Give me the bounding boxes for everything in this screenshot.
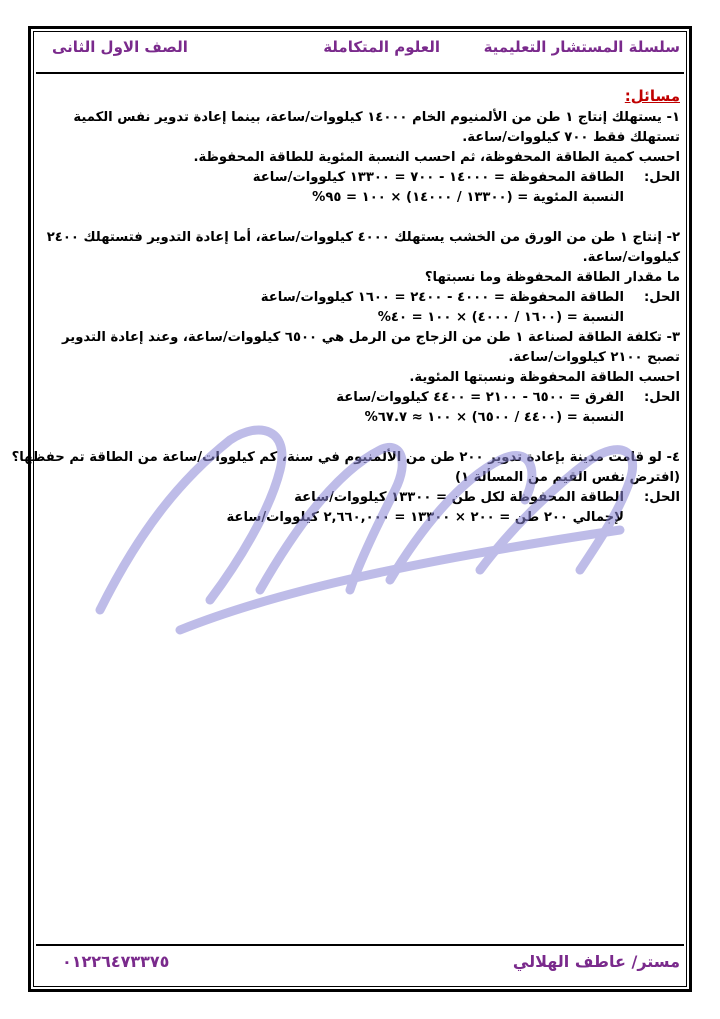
subject-title: العلوم المتكاملة — [323, 38, 440, 56]
problem-4-solution-1-text: الطاقة المحفوظة لكل طن = ١٣٣٠٠ كيلووات/ساعة — [294, 490, 624, 505]
teacher-name: مستر/ عاطف الهلالي — [512, 952, 680, 971]
footer-divider — [36, 944, 684, 946]
problem-2-question-line-1: ٢- إنتاج ١ طن من الورق من الخشب يستهلك ٤٠٠٠ كيلووات/ساعة، أما إعادة التدوير فتستهلك ٢٤٠٠ — [46, 230, 680, 245]
series-title: سلسلة المستشار التعليمية — [483, 38, 680, 56]
problem-1-question-line-3: احسب كمية الطاقة المحفوظة، ثم احسب النسبة المئوية للطاقة المحفوظة. — [193, 150, 680, 165]
problem-1-solution-line-2: النسبة المئوية = (١٣٣٠٠ / ١٤٠٠٠) × ١٠٠ = ٩٥% — [312, 190, 624, 205]
problem-1-solution-1-text: الطاقة المحفوظة = ١٤٠٠٠ - ٧٠٠ = ١٣٣٠٠ كيلووات/ساعة — [252, 170, 624, 185]
problem-3-solution-line-2: النسبة = (٤٤٠٠ / ٦٥٠٠) × ١٠٠ ≈ ٦٧.٧% — [364, 410, 624, 425]
phone-number: ٠١٢٢٦٤٧٣٣٧٥ — [62, 952, 170, 971]
problem-2-solution-1-text: الطاقة المحفوظة = ٤٠٠٠ - ٢٤٠٠ = ١٦٠٠ كيلووات/ساعة — [260, 290, 624, 305]
problem-4 — [11, 448, 680, 528]
page-footer — [40, 952, 680, 980]
problem-1 — [36, 108, 680, 208]
problem-3-solution-line-1 — [36, 388, 680, 408]
problem-1-solution-line-1 — [36, 168, 680, 188]
grade-title: الصف الاول الثانى — [52, 38, 188, 56]
problem-2-solution-line-2: النسبة = (١٦٠٠ / ٤٠٠٠) × ١٠٠ = ٤٠% — [377, 310, 624, 325]
problem-1-question-line-1: ١- يستهلك إنتاج ١ طن من الألمنيوم الخام ١٤٠٠٠ كيلووات/ساعة، بينما إعادة تدوير نفس الكمية — [73, 110, 680, 125]
page-header — [40, 38, 680, 68]
problem-1-question-line-2: تستهلك فقط ٧٠٠ كيلووات/ساعة. — [462, 130, 680, 145]
section-title: مسائل: — [624, 87, 680, 105]
problem-4-question-line-1: ٤- لو قامت مدينة بإعادة تدوير ٢٠٠ طن من الألمنيوم في سنة، كم كيلووات/ساعة من الطاقة تم حفظها؟ — [11, 450, 680, 465]
problem-3-question-line-3: احسب الطاقة المحفوظة ونسبتها المئوية. — [409, 370, 680, 385]
problem-2-question-line-2: كيلووات/ساعة. — [582, 250, 680, 265]
problem-4-question-line-2: (افترض نفس القيم من المسألة ١) — [455, 470, 680, 485]
problem-4-solution-label: الحل: — [643, 490, 680, 505]
problem-2 — [36, 228, 680, 328]
problem-4-solution-line-1 — [36, 488, 680, 508]
spacer — [36, 428, 680, 448]
header-divider — [36, 72, 684, 74]
problem-2-question-line-3: ما مقدار الطاقة المحفوظة وما نسبتها؟ — [424, 270, 680, 285]
problem-4-solution-line-2: لإجمالي ٢٠٠ طن = ٢٠٠ × ١٣٣٠٠ = ٢,٦٦٠,٠٠٠ كيلووات/ساعة — [226, 510, 624, 525]
problem-3-solution-1-text: الفرق = ٦٥٠٠ - ٢١٠٠ = ٤٤٠٠ كيلووات/ساعة — [336, 390, 624, 405]
worksheet-body — [11, 84, 680, 528]
problem-3-question-line-2: تصبح ٢١٠٠ كيلووات/ساعة. — [508, 350, 680, 365]
spacer — [36, 208, 680, 228]
problem-1-solution-label: الحل: — [643, 170, 680, 185]
problem-3-question-line-1: ٣- تكلفة الطاقة لصناعة ١ طن من الزجاج من الرمل هي ٦٥٠٠ كيلووات/ساعة، وعند إعادة التدوير — [62, 330, 680, 345]
problem-2-solution-line-1 — [36, 288, 680, 308]
problem-3 — [36, 328, 680, 428]
problem-2-solution-label: الحل: — [643, 290, 680, 305]
problem-3-solution-label: الحل: — [643, 390, 680, 405]
